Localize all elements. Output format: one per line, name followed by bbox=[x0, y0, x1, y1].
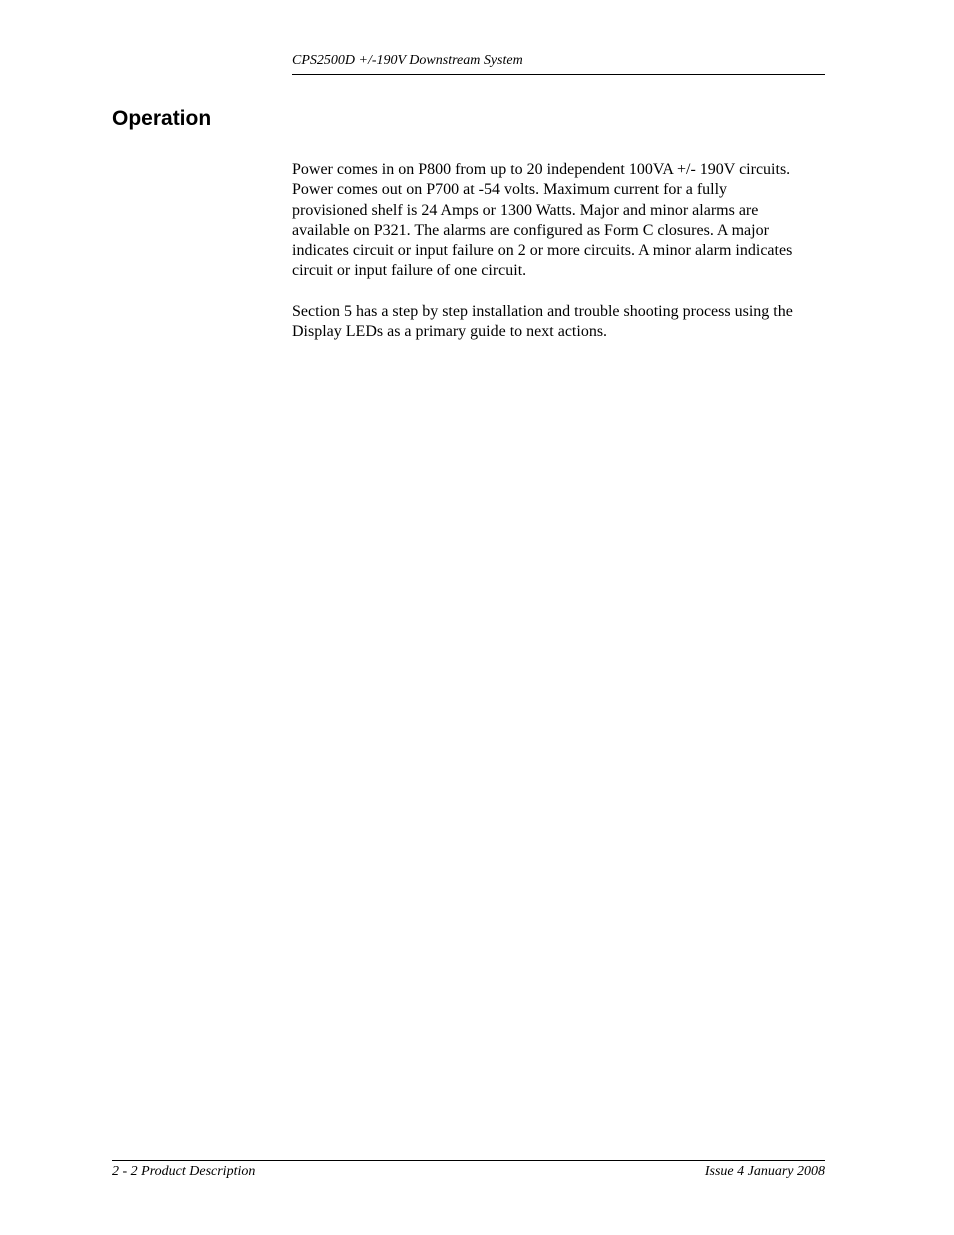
paragraph-operation-overview: Power comes in on P800 from up to 20 independent 100VA +/- 190V circuits. Power comes out on P700 at -54 volts. Maximum current for a fully provisioned shelf is 24 Amps or 1300 Watts. Major and minor alarms are available on P321. The alarms are configured as Form C closures. A major indicates circuit or input failure on 2 or more circuits. A minor alarm indicates circuit or input failure of one circuit. bbox=[292, 161, 793, 280]
running-header-title: CPS2500D +/-190V Downstream System bbox=[292, 53, 523, 68]
section-body bbox=[292, 160, 832, 363]
running-header bbox=[292, 52, 825, 75]
paragraph-section-reference: Section 5 has a step by step installation and trouble shooting process using the Display LEDs as a primary guide to next actions. bbox=[292, 303, 793, 341]
running-footer bbox=[112, 1160, 825, 1181]
footer-issue-date: Issue 4 January 2008 bbox=[704, 1164, 825, 1179]
footer-page-label: 2 - 2 Product Description bbox=[112, 1164, 256, 1179]
section-heading: Operation bbox=[112, 107, 212, 130]
